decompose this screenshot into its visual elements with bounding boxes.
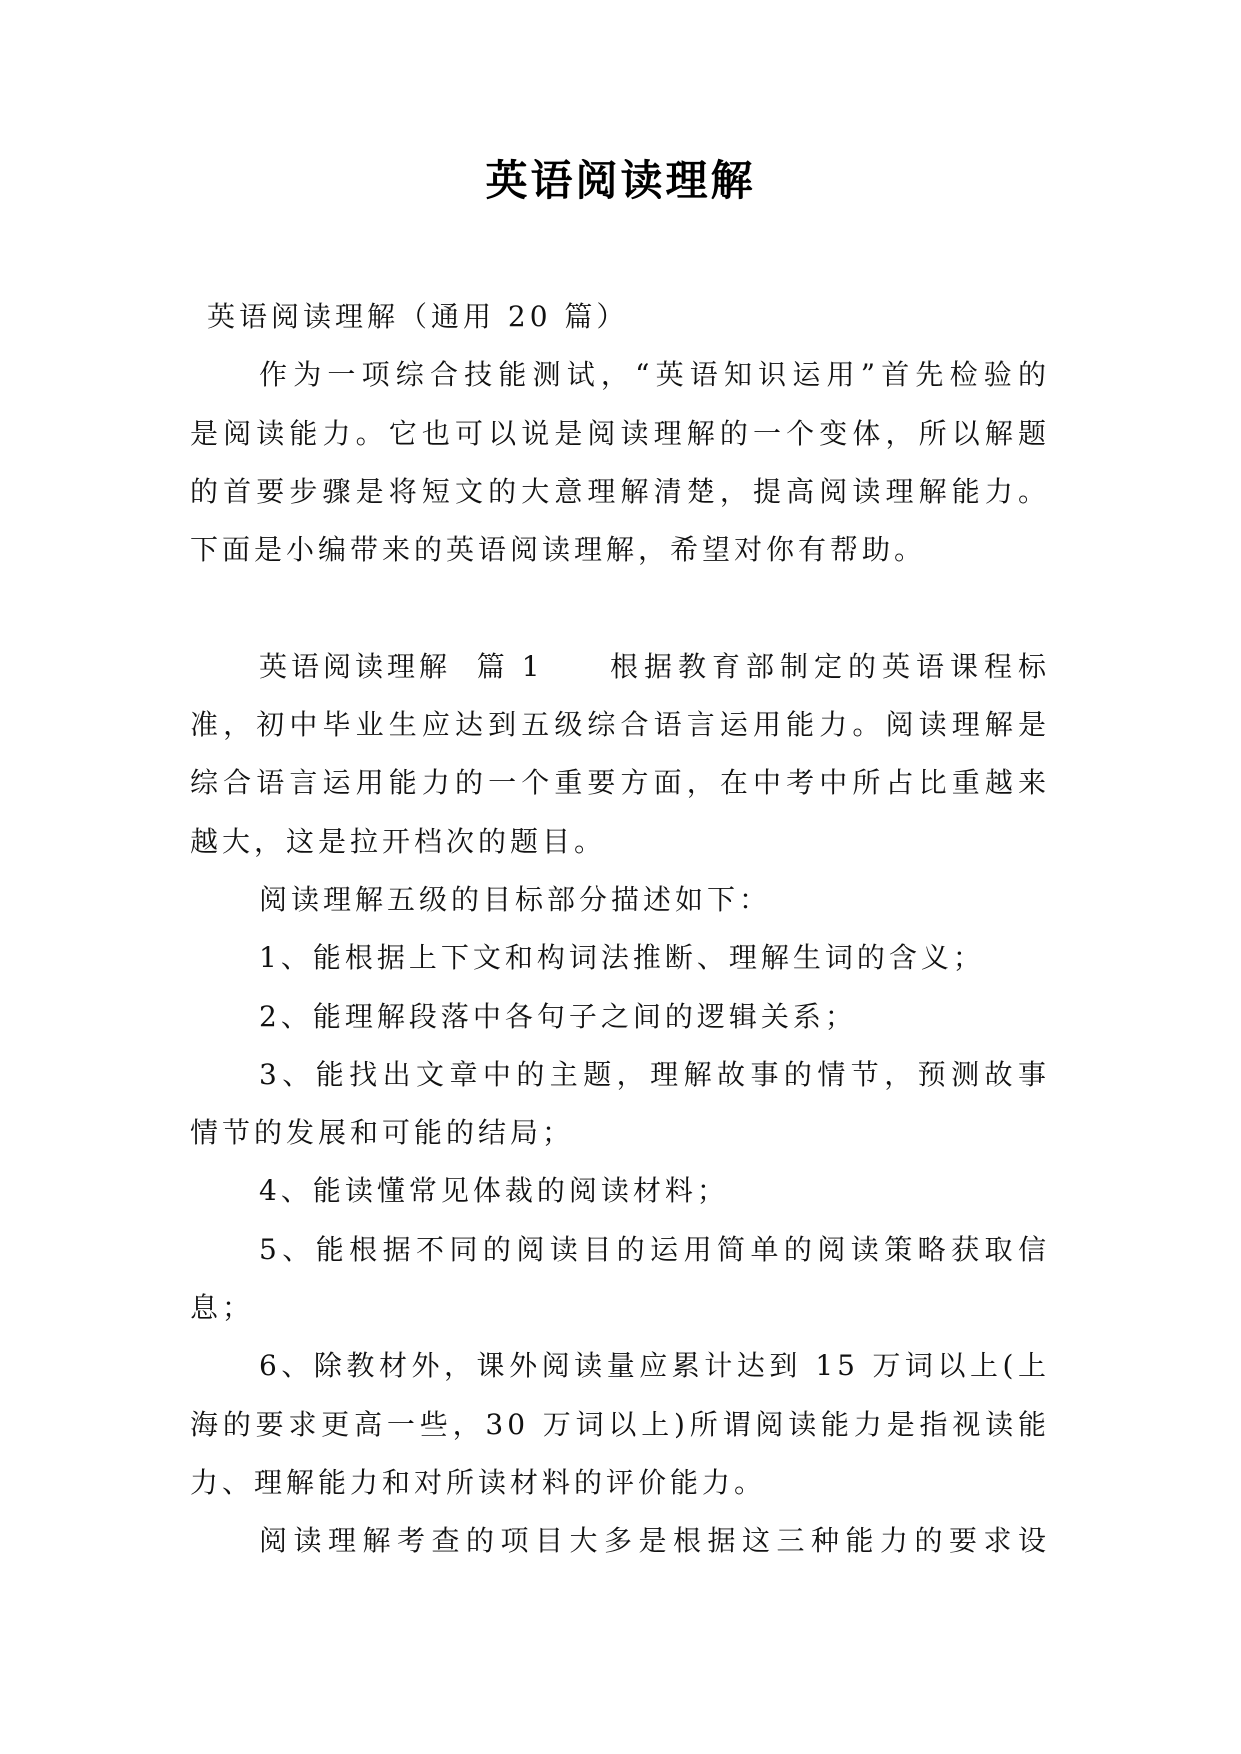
- paragraph-line: 准，初中毕业生应达到五级综合语言运用能力。阅读理解是: [190, 708, 1050, 742]
- paragraph-line: 4、能读懂常见体裁的阅读材料；: [259, 1174, 729, 1208]
- paragraph-line: 2、能理解段落中各句子之间的逻辑关系；: [259, 999, 857, 1033]
- paragraph-line: 1、能根据上下文和构词法推断、理解生词的含义；: [259, 941, 985, 975]
- document-subtitle: 英语阅读理解（通用 20 篇）: [207, 300, 629, 333]
- paragraph-line: 力、理解能力和对所读材料的评价能力。: [190, 1465, 767, 1499]
- article-heading: 英语阅读理解 篇 1: [259, 649, 544, 683]
- paragraph-line: 海的要求更高一些，30 万词以上)所谓阅读能力是指视读能: [190, 1407, 1050, 1441]
- list-item: [190, 1221, 1050, 1338]
- article-paragraph: [190, 871, 1050, 929]
- paragraph-line: 阅读理解五级的目标部分描述如下：: [259, 882, 772, 916]
- article-paragraph: [190, 1512, 1050, 1570]
- list-item: [190, 1162, 1050, 1220]
- paragraph-line: 息；: [190, 1291, 255, 1325]
- paragraph-line: 是阅读能力。它也可以说是阅读理解的一个变体，所以解题: [190, 416, 1050, 450]
- list-item: [190, 988, 1050, 1046]
- paragraph-line: 情节的发展和可能的结局；: [190, 1116, 575, 1150]
- document-body: [190, 288, 1050, 1571]
- list-item: [190, 1337, 1050, 1512]
- paragraph-line: 阅读理解考查的项目大多是根据这三种能力的要求设: [259, 1524, 1050, 1558]
- paragraph-line: 作为一项综合技能测试，“英语知识运用”首先检验的: [259, 358, 1050, 392]
- list-item: [190, 929, 1050, 987]
- paragraph-line: 3、能找出文章中的主题，理解故事的情节，预测故事: [259, 1057, 1050, 1091]
- paragraph-line: 6、除教材外，课外阅读量应累计达到 15 万词以上(上: [259, 1349, 1050, 1383]
- paragraph-line: 根据教育部制定的英语课程标: [610, 649, 1050, 683]
- intro-paragraph: [190, 346, 1050, 579]
- paragraph-line: 的首要步骤是将短文的大意理解清楚，提高阅读理解能力。: [190, 474, 1050, 508]
- paragraph-spacer: [190, 579, 1050, 637]
- article-heading-line: [190, 638, 1050, 696]
- paragraph-line: 越大，这是拉开档次的题目。: [190, 824, 607, 858]
- paragraph-line: 5、能根据不同的阅读目的运用简单的阅读策略获取信: [259, 1232, 1050, 1266]
- paragraph-line: 综合语言运用能力的一个重要方面，在中考中所占比重越来: [190, 766, 1050, 800]
- document-title: 英语阅读理解: [485, 156, 756, 205]
- article-paragraph: [190, 638, 1050, 871]
- paragraph-line: 下面是小编带来的英语阅读理解，希望对你有帮助。: [190, 533, 927, 567]
- list-item: [190, 1046, 1050, 1163]
